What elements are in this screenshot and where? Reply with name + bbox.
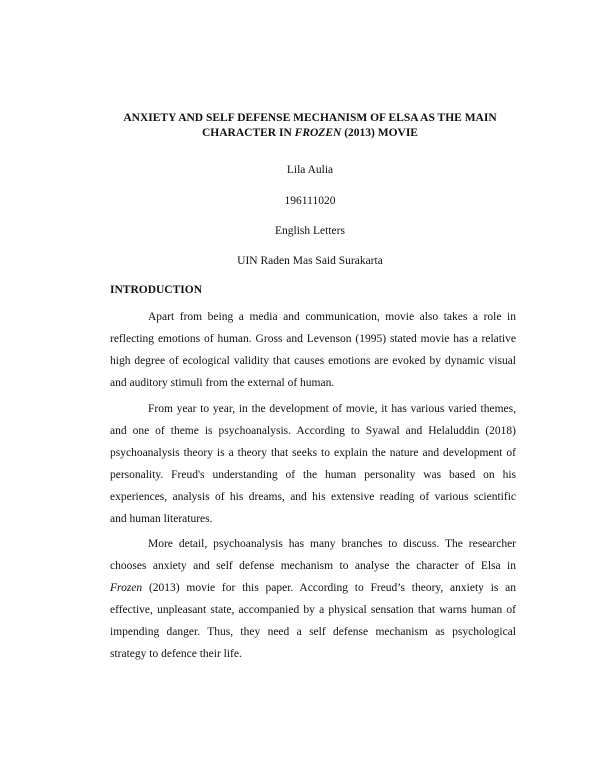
paragraph-3-line: effective, unpleasant state, accompanied by a physical sensation that warns human of [110, 604, 516, 616]
author-name: Lila Aulia [286, 164, 334, 176]
paragraph-1-line: high degree of ecological validity that causes emotions are evoked by dynamic visual [110, 355, 516, 367]
section-heading-introduction: INTRODUCTION [110, 284, 203, 296]
paragraph-2-line: and one of theme is psychoanalysis. According to Syawal and Helaluddin (2018) [110, 425, 516, 437]
paragraph-3-line-3-rest: (2013) movie for this paper. According to Freud’s theory, anxiety is an [142, 582, 516, 594]
title-line-2-suffix: (2013) MOVIE [341, 127, 418, 139]
institution: UIN Raden Mas Said Surakarta [237, 255, 383, 267]
paragraph-3-line: More detail, psychoanalysis has many branches to discuss. The researcher [148, 538, 516, 550]
paragraph-3 [110, 533, 516, 665]
paragraph-1-line: reflecting emotions of human. Gross and Levenson (1995) stated movie has a relative [110, 333, 516, 345]
paragraph-3-line: chooses anxiety and self defense mechanism to analyse the character of Elsa in [110, 560, 516, 572]
paragraph-2-line: personality. Freud's understanding of the human personality was based on his [110, 469, 516, 481]
title-movie-name: FROZEN [294, 127, 342, 139]
paper-title [100, 111, 520, 141]
title-line-2 [100, 126, 520, 141]
department: English Letters [275, 225, 345, 237]
paragraph-2 [110, 398, 516, 530]
paragraph-3-line: strategy to defence their life. [110, 648, 242, 660]
paragraph-3-line [110, 577, 516, 599]
paragraph-2-line: From year to year, in the development of movie, it has various varied themes, [148, 403, 516, 415]
paragraph-2-line: psychoanalysis theory is a theory that seeks to explain the nature and development of [110, 447, 516, 459]
paragraph-1 [110, 306, 516, 394]
paragraph-3-line: impending danger. Thus, they need a self defense mechanism as psychological [110, 626, 516, 638]
paragraph-2-line: and human literatures. [110, 513, 213, 525]
title-line-1: ANXIETY AND SELF DEFENSE MECHANISM OF ELSA AS THE MAIN [123, 112, 497, 124]
student-id: 196111020 [284, 195, 336, 207]
frozen-italic: Frozen [110, 582, 143, 594]
paragraph-1-line: and auditory stimuli from the external of human. [110, 377, 335, 389]
paragraph-1-line: Apart from being a media and communication, movie also takes a role in [148, 311, 516, 323]
paragraph-2-line: experiences, analysis of his dreams, and his extensive reading of various scientific [110, 491, 516, 503]
title-line-2-prefix: CHARACTER IN [202, 127, 295, 139]
